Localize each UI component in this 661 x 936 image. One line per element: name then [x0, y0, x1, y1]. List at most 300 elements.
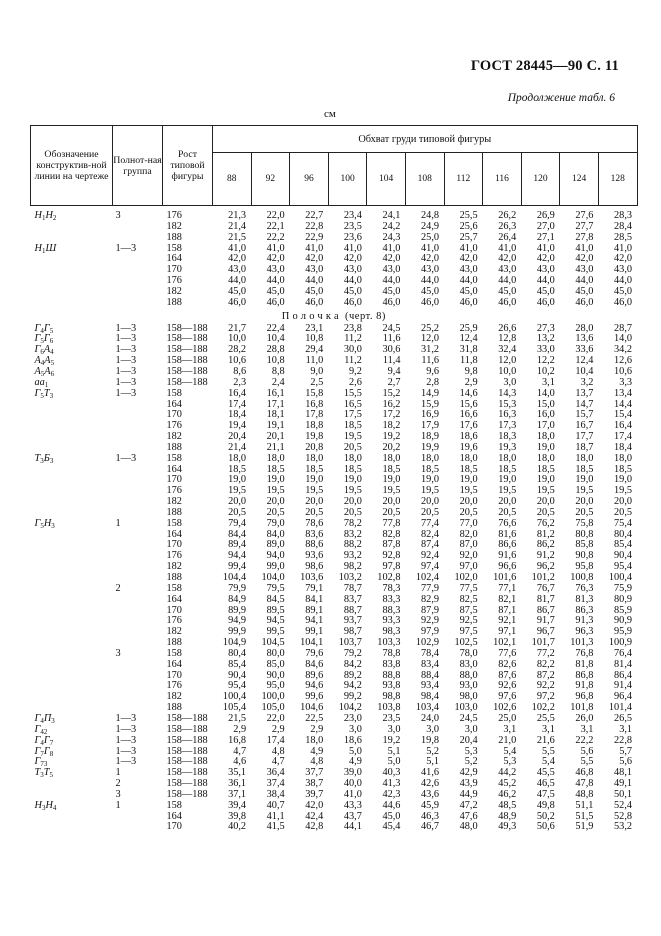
line-designation	[31, 562, 113, 573]
measurement-value: 93,3	[382, 615, 401, 627]
header-chest-size: 100	[328, 153, 367, 206]
measurement-value: 3,0	[387, 723, 401, 735]
line-designation	[31, 400, 113, 411]
measurement-value: 100,8	[570, 572, 594, 583]
measurement-value: 46,5	[536, 778, 555, 790]
measurement-value: 2,4	[271, 376, 285, 388]
measurement-value: 45,0	[305, 285, 324, 297]
measurement-value: 19,5	[421, 485, 440, 497]
measurement-value: 46,0	[382, 296, 401, 308]
measurement-value: 44,0	[305, 275, 324, 287]
measurement-value: 9,2	[349, 365, 362, 377]
measurement-value: 14,4	[614, 398, 633, 410]
table-row	[31, 206, 638, 222]
measurement-value: 41,0	[536, 242, 555, 254]
measurement-value: 3,1	[619, 723, 633, 735]
measurement-value: 5,6	[580, 745, 594, 757]
measurement-value: 102,9	[415, 637, 440, 649]
line-designation	[31, 475, 113, 486]
figure-height: 158—188	[166, 767, 208, 779]
line-designation	[31, 671, 113, 682]
measurement-value: 24,5	[382, 322, 401, 334]
measurement-value: 84,4	[228, 528, 247, 540]
measurement-value: 45,0	[228, 285, 247, 297]
measurement-value: 16,5	[343, 398, 362, 410]
measurement-value: 17,8	[305, 409, 324, 421]
measurement-value: 18,3	[498, 431, 517, 443]
measurement-value: 11,2	[344, 355, 362, 367]
measurement-value: 14,9	[421, 387, 440, 399]
measurement-value: 105,4	[222, 702, 247, 714]
measurement-value: 19,0	[421, 474, 440, 486]
measurement-value: 16,4	[614, 420, 633, 432]
measurement-value: 43,0	[575, 264, 594, 276]
measurement-value: 14,0	[536, 387, 555, 399]
measurement-value: 97,5	[459, 626, 478, 638]
measurement-value: 35,1	[228, 767, 247, 779]
measurement-value: 47,6	[459, 810, 478, 822]
measurement-value: 18,0	[536, 452, 555, 464]
line-designation	[31, 276, 113, 287]
section-heading-row	[31, 309, 638, 324]
fullness-group	[113, 486, 163, 497]
section-note: (черт. 8)	[345, 310, 386, 322]
measurement-value: 77,4	[421, 517, 440, 529]
measurement-value: 87,1	[498, 604, 517, 616]
header-chest-size: 108	[405, 153, 444, 206]
measurement-value: 3,1	[503, 723, 517, 735]
measurement-value: 42,0	[498, 253, 517, 265]
measurement-value: 15,8	[305, 387, 324, 399]
measurement-value: 80,8	[575, 528, 594, 540]
measurement-value: 3,3	[619, 376, 633, 388]
measurement-value: 48,8	[575, 788, 594, 800]
line-designation: $Г_5Н_3$	[34, 517, 55, 530]
measurement-value: 96,6	[498, 561, 517, 573]
measurement-value: 46,0	[266, 296, 285, 308]
measurement-value: 78,0	[459, 647, 478, 659]
figure-height: 170	[166, 669, 182, 681]
header-chest-size: 104	[367, 153, 406, 206]
measurement-value: 28,7	[614, 322, 633, 334]
measurement-value: 91,2	[536, 550, 555, 562]
fullness-group: 1	[115, 767, 121, 779]
measurement-value: 92,0	[459, 550, 478, 562]
measurement-value: 22,7	[305, 210, 324, 221]
measurement-value: 14,0	[614, 333, 633, 345]
fullness-group: 2	[115, 778, 121, 790]
measurement-value: 20,0	[343, 496, 362, 508]
measurement-value: 78,6	[305, 517, 324, 529]
measurement-value: 10,0	[228, 333, 247, 345]
measurement-value: 77,2	[536, 647, 555, 659]
measurement-value: 99,4	[228, 561, 247, 573]
figure-height: 188	[166, 506, 182, 518]
measurement-value: 45,0	[266, 285, 285, 297]
measurement-value: 19,5	[536, 485, 555, 497]
measurement-value: 9,4	[387, 365, 401, 377]
figure-height: 188	[166, 572, 182, 583]
measurement-value: 103,4	[415, 702, 440, 714]
measurement-value: 102,8	[377, 572, 401, 583]
line-designation: $Г_7Г_8$	[34, 745, 54, 758]
measurement-value: 86,7	[536, 604, 555, 616]
table-row	[31, 736, 638, 747]
line-designation	[31, 421, 113, 432]
measurement-value: 88,6	[305, 539, 324, 551]
measurement-value: 41,0	[421, 242, 440, 254]
fullness-group: 1—3	[115, 756, 137, 768]
measurement-value: 42,0	[228, 253, 247, 265]
figure-height: 158	[166, 242, 182, 254]
fullness-group	[113, 276, 163, 287]
measurement-value: 38,4	[266, 788, 285, 800]
measurement-value: 97,4	[421, 561, 440, 573]
measurement-value: 46,0	[498, 296, 517, 308]
measurement-value: 19,4	[228, 420, 247, 432]
measurement-value: 18,7	[575, 441, 594, 453]
measurement-value: 39,4	[228, 799, 247, 811]
line-designation: $Г_{73}$	[34, 756, 48, 769]
measurement-value: 28,8	[266, 344, 285, 356]
line-designation: $А_4А_5$	[34, 355, 55, 368]
measurement-value: 86,3	[575, 604, 594, 616]
measurement-value: 41,0	[266, 242, 285, 254]
measurement-value: 19,0	[382, 474, 401, 486]
fullness-group	[113, 530, 163, 541]
measurement-value: 20,0	[575, 496, 594, 508]
measurement-value: 46,0	[343, 296, 362, 308]
measurement-value: 17,1	[266, 398, 285, 410]
measurement-value: 18,0	[305, 452, 324, 464]
table-row	[31, 298, 638, 309]
measurement-value: 79,9	[228, 582, 247, 594]
measurement-value: 19,0	[228, 474, 247, 486]
measurement-value: 103,8	[377, 702, 401, 714]
measurement-value: 48,5	[498, 799, 517, 811]
measurement-value: 100,4	[222, 691, 247, 703]
measurement-value: 20,5	[459, 506, 478, 518]
fullness-group: 1—3	[115, 723, 137, 735]
measurement-value: 88,8	[382, 669, 401, 681]
measurement-value: 45,9	[421, 799, 440, 811]
measurement-value: 2,9	[310, 723, 324, 735]
measurement-value: 29,4	[305, 344, 324, 356]
measurement-value: 3,0	[426, 723, 440, 735]
measurement-value: 36,4	[266, 767, 285, 779]
measurement-value: 24,5	[459, 712, 478, 724]
measurement-value: 41,0	[305, 242, 324, 254]
measurement-value: 46,0	[614, 296, 633, 308]
measurement-value: 15,3	[498, 398, 517, 410]
measurement-value: 20,0	[266, 496, 285, 508]
measurement-value: 24,8	[421, 210, 440, 221]
measurement-value: 12,4	[575, 355, 594, 367]
measurement-value: 42,0	[575, 253, 594, 265]
measurement-value: 94,1	[305, 615, 324, 627]
measurement-value: 51,5	[575, 810, 594, 822]
measurement-value: 36,1	[228, 778, 247, 790]
fullness-group	[113, 595, 163, 606]
figure-height: 170	[166, 604, 182, 616]
measurement-value: 17,4	[614, 431, 633, 443]
measurement-value: 18,0	[228, 452, 247, 464]
measurement-value: 25,2	[421, 322, 440, 334]
measurement-value: 31,2	[421, 344, 440, 356]
measurement-value: 91,3	[575, 615, 594, 627]
header-chest-size: 116	[483, 153, 522, 206]
measurement-value: 5,5	[541, 745, 555, 757]
line-designation	[31, 822, 113, 833]
measurement-value: 42,0	[343, 253, 362, 265]
measurement-value: 103,2	[338, 572, 362, 583]
figure-height: 164	[166, 528, 182, 540]
measurement-value: 103,0	[454, 702, 478, 714]
measurement-value: 96,7	[536, 626, 555, 638]
measurement-value: 17,5	[343, 409, 362, 421]
measurement-value: 89,6	[305, 669, 324, 681]
measurement-value: 11,4	[382, 355, 401, 367]
measurement-value: 91,4	[614, 680, 633, 692]
measurement-value: 42,0	[382, 253, 401, 265]
measurement-value: 24,1	[382, 210, 401, 221]
measurement-value: 92,6	[498, 680, 517, 692]
measurement-value: 18,9	[421, 431, 440, 443]
figure-height: 158—188	[166, 365, 208, 377]
figure-height: 188	[166, 441, 182, 453]
measurement-value: 102,1	[493, 637, 517, 649]
measurement-value: 11,6	[382, 333, 401, 345]
measurement-value: 75,4	[614, 517, 633, 529]
measurement-value: 96,2	[536, 561, 555, 573]
measurement-value: 91,6	[498, 550, 517, 562]
measurement-value: 28,0	[575, 322, 594, 334]
measurement-value: 20,5	[266, 506, 285, 518]
measurement-value: 20,0	[228, 496, 247, 508]
figure-height: 188	[166, 296, 182, 308]
measurement-value: 101,8	[570, 702, 594, 714]
measurement-value: 19,2	[382, 734, 401, 746]
measurement-value: 87,9	[421, 604, 440, 616]
figure-height: 158	[166, 582, 182, 594]
measurement-value: 48,0	[459, 821, 478, 833]
fullness-group	[113, 692, 163, 703]
measurement-value: 17,9	[421, 420, 440, 432]
measurement-value: 97,2	[536, 691, 555, 703]
measurement-value: 22,2	[575, 734, 594, 746]
measurement-value: 81,2	[536, 528, 555, 540]
measurement-value: 2,5	[310, 376, 324, 388]
measurement-value: 32,4	[498, 344, 517, 356]
measurement-value: 76,2	[536, 517, 555, 529]
measurement-value: 15,2	[382, 387, 401, 399]
measurement-value: 20,1	[266, 431, 285, 443]
measurement-value: 19,5	[575, 485, 594, 497]
measurement-value: 41,0	[459, 242, 478, 254]
line-designation: $Т_3Т_5$	[34, 767, 53, 780]
figure-height: 158	[166, 647, 182, 659]
measurement-value: 103,7	[338, 637, 362, 649]
measurement-value: 44,0	[343, 275, 362, 287]
fullness-group	[113, 606, 163, 617]
measurement-value: 27,3	[536, 322, 555, 334]
measurement-value: 15,7	[575, 409, 594, 421]
measurement-value: 79,6	[305, 647, 324, 659]
measurement-value: 19,0	[459, 474, 478, 486]
measurement-value: 83,0	[459, 658, 478, 670]
measurement-value: 23,5	[343, 220, 362, 232]
measurement-value: 41,0	[575, 242, 594, 254]
measurement-value: 20,0	[421, 496, 440, 508]
measurement-value: 88,4	[421, 669, 440, 681]
measurement-value: 9,8	[464, 365, 478, 377]
measurement-value: 5,5	[580, 756, 594, 768]
line-designation: $Г_4Г_5$	[34, 322, 54, 335]
measurement-value: 44,6	[382, 799, 401, 811]
figure-height: 182	[166, 561, 182, 573]
line-designation: $Г_6А_4$	[34, 344, 54, 357]
measurement-value: 50,6	[536, 821, 555, 833]
measurement-value: 82,9	[421, 593, 440, 605]
measurement-value: 43,0	[498, 264, 517, 276]
measurement-value: 18,5	[343, 463, 362, 475]
fullness-group	[113, 627, 163, 638]
line-designation	[31, 298, 113, 309]
measurement-value: 98,6	[305, 561, 324, 573]
measurement-value: 18,6	[459, 431, 478, 443]
measurement-value: 42,8	[305, 821, 324, 833]
line-designation	[31, 692, 113, 703]
figure-height: 176	[166, 485, 182, 497]
measurement-value: 41,3	[382, 778, 401, 790]
line-designation	[31, 790, 113, 801]
measurement-value: 46,2	[498, 788, 517, 800]
measurement-value: 99,2	[343, 691, 362, 703]
measurement-value: 97,8	[382, 561, 401, 573]
header-height: Рост типовой фигуры	[163, 126, 213, 206]
measurement-value: 3,0	[464, 723, 478, 735]
measurement-value: 93,6	[305, 550, 324, 562]
measurement-value: 24,2	[382, 220, 401, 232]
measurement-value: 20,2	[382, 441, 401, 453]
measurement-value: 19,0	[536, 441, 555, 453]
measurement-value: 22,8	[614, 734, 633, 746]
measurement-value: 25,5	[536, 712, 555, 724]
measurement-value: 82,1	[498, 593, 517, 605]
figure-height: 170	[166, 821, 182, 833]
measurement-value: 16,8	[228, 734, 247, 746]
fullness-group: 1—3	[115, 322, 137, 334]
measurement-value: 26,3	[498, 220, 517, 232]
figure-height: 170	[166, 409, 182, 421]
measurement-value: 93,2	[343, 550, 362, 562]
measurement-value: 49,8	[536, 799, 555, 811]
figure-height: 164	[166, 658, 182, 670]
measurement-value: 48,1	[614, 767, 633, 779]
measurement-value: 87,6	[498, 669, 517, 681]
measurement-value: 44,0	[228, 275, 247, 287]
measurement-value: 41,6	[421, 767, 440, 779]
fullness-group	[113, 287, 163, 298]
measurement-value: 44,0	[421, 275, 440, 287]
measurement-value: 20,0	[536, 496, 555, 508]
measurement-value: 42,6	[421, 778, 440, 790]
measurement-value: 41,5	[266, 821, 285, 833]
measurement-value: 24,3	[382, 231, 401, 243]
measurement-value: 85,8	[575, 539, 594, 551]
measurement-value: 46,0	[575, 296, 594, 308]
measurement-value: 2,7	[387, 376, 401, 388]
measurement-value: 42,0	[614, 253, 633, 265]
line-designation	[31, 649, 113, 660]
measurement-value: 21,5	[228, 231, 247, 243]
measurement-value: 76,6	[498, 517, 517, 529]
measurement-value: 25,0	[421, 231, 440, 243]
measurement-value: 19,8	[421, 734, 440, 746]
measurement-value: 77,1	[498, 582, 517, 594]
page-title: ГОСТ 28445—90 С. 11	[470, 58, 619, 74]
measurement-value: 45,0	[421, 285, 440, 297]
table-row	[31, 519, 638, 530]
measurement-value: 18,4	[228, 409, 247, 421]
measurement-value: 20,5	[421, 506, 440, 518]
line-designation	[31, 627, 113, 638]
line-designation	[31, 254, 113, 265]
measurement-value: 18,0	[266, 452, 285, 464]
measurement-table	[30, 125, 638, 833]
measurement-value: 10,6	[614, 365, 633, 377]
figure-height: 182	[166, 496, 182, 508]
measurement-value: 86,8	[575, 669, 594, 681]
measurement-value: 20,0	[498, 496, 517, 508]
measurement-value: 16,2	[382, 398, 401, 410]
measurement-value: 47,5	[536, 788, 555, 800]
measurement-value: 12,2	[536, 355, 555, 367]
fullness-group	[113, 616, 163, 627]
measurement-value: 51,9	[575, 821, 594, 833]
line-designation	[31, 530, 113, 541]
figure-height: 158—188	[166, 756, 208, 768]
measurement-value: 84,9	[228, 593, 247, 605]
measurement-value: 84,1	[305, 593, 324, 605]
measurement-value: 16,3	[498, 409, 517, 421]
measurement-value: 19,5	[343, 485, 362, 497]
measurement-value: 100,0	[261, 691, 285, 703]
table-row	[31, 389, 638, 400]
measurement-value: 19,0	[305, 474, 324, 486]
measurement-value: 18,4	[614, 441, 633, 453]
measurement-value: 10,0	[498, 365, 517, 377]
measurement-value: 102,6	[493, 702, 517, 714]
measurement-value: 101,3	[570, 637, 594, 649]
line-designation	[31, 540, 113, 551]
measurement-value: 42,0	[421, 253, 440, 265]
measurement-value: 97,9	[421, 626, 440, 638]
measurement-value: 20,5	[575, 506, 594, 518]
line-designation	[31, 497, 113, 508]
measurement-value: 87,8	[382, 539, 401, 551]
measurement-value: 95,4	[614, 561, 633, 573]
measurement-value: 4,7	[233, 745, 247, 757]
measurement-value: 104,1	[300, 637, 324, 649]
measurement-value: 92,1	[498, 615, 517, 627]
measurement-value: 45,0	[382, 810, 401, 822]
measurement-value: 44,0	[266, 275, 285, 287]
figure-height: 170	[166, 264, 182, 276]
measurement-value: 105,0	[261, 702, 285, 714]
figure-height: 158—188	[166, 778, 208, 790]
measurement-value: 2,9	[233, 723, 247, 735]
